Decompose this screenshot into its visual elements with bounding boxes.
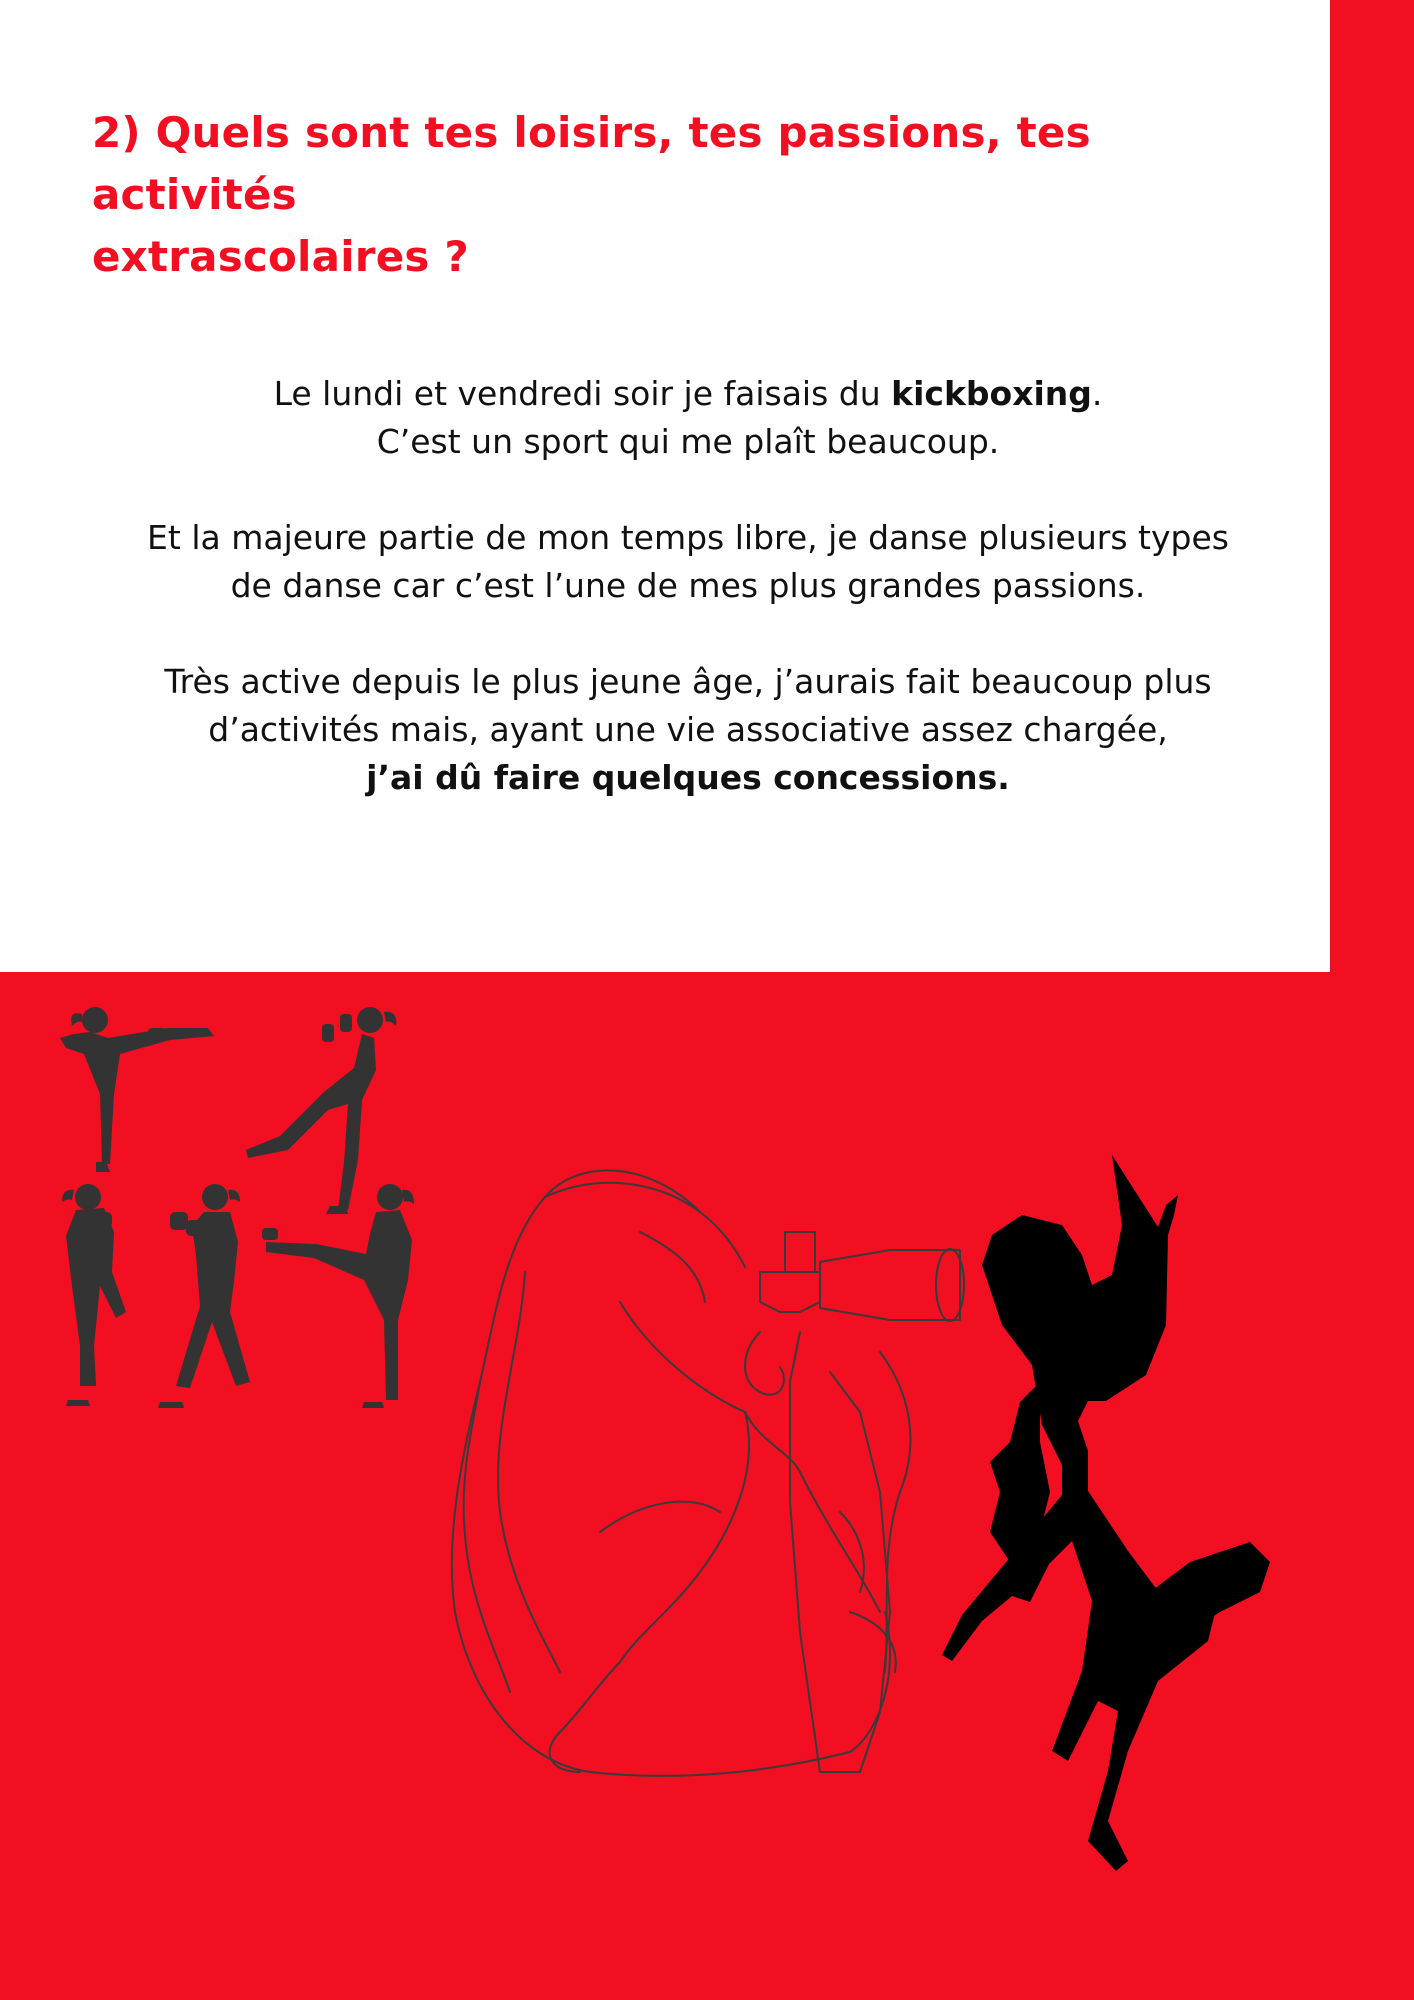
answer-text — [90, 370, 1286, 802]
right-accent-strip — [1330, 0, 1414, 975]
illustrations — [0, 972, 1414, 2000]
heading-line-1: 2) Quels sont tes loisirs, tes passions, tes activités — [92, 108, 1091, 219]
paragraph-3-line-2: d’activités mais, ayant une vie associative assez chargée, — [208, 710, 1168, 749]
paragraph-2-line-2: de danse car c’est l’une de mes plus grandes passions. — [230, 566, 1146, 605]
paragraph-1-line-1 — [90, 370, 1286, 418]
kickboxer-figure — [246, 1007, 396, 1214]
kickboxer-figure — [60, 1007, 214, 1172]
paragraph-dance — [90, 514, 1286, 610]
text-segment: Le lundi et vendredi soir je faisais du — [273, 374, 892, 413]
text-segment: . — [1091, 374, 1103, 413]
section-heading — [92, 102, 1272, 288]
kickboxer-figure — [62, 1184, 126, 1406]
paragraph-3-line-3-bold: j’ai dû faire quelques concessions. — [366, 758, 1010, 797]
paragraph-2-line-1: Et la majeure partie de mon temps libre, je danse plusieurs types — [147, 518, 1229, 557]
kickboxer-figure — [262, 1184, 414, 1408]
kickboxer-figure — [158, 1184, 250, 1408]
paragraph-3-line-1: Très active depuis le plus jeune âge, j’aurais fait beaucoup plus — [164, 662, 1212, 701]
dancer-silhouette-icon — [942, 1155, 1270, 1871]
heading-line-2: extrascolaires ? — [92, 232, 469, 281]
paragraph-1-line-2: C’est un sport qui me plaît beaucoup. — [376, 422, 1000, 461]
kickboxer-silhouettes-icon — [60, 1007, 414, 1408]
photographer-line-art-icon — [452, 1170, 964, 1776]
kickboxing-bold: kickboxing — [891, 374, 1092, 413]
paragraph-activities — [90, 658, 1286, 802]
paragraph-kickboxing — [90, 370, 1286, 466]
